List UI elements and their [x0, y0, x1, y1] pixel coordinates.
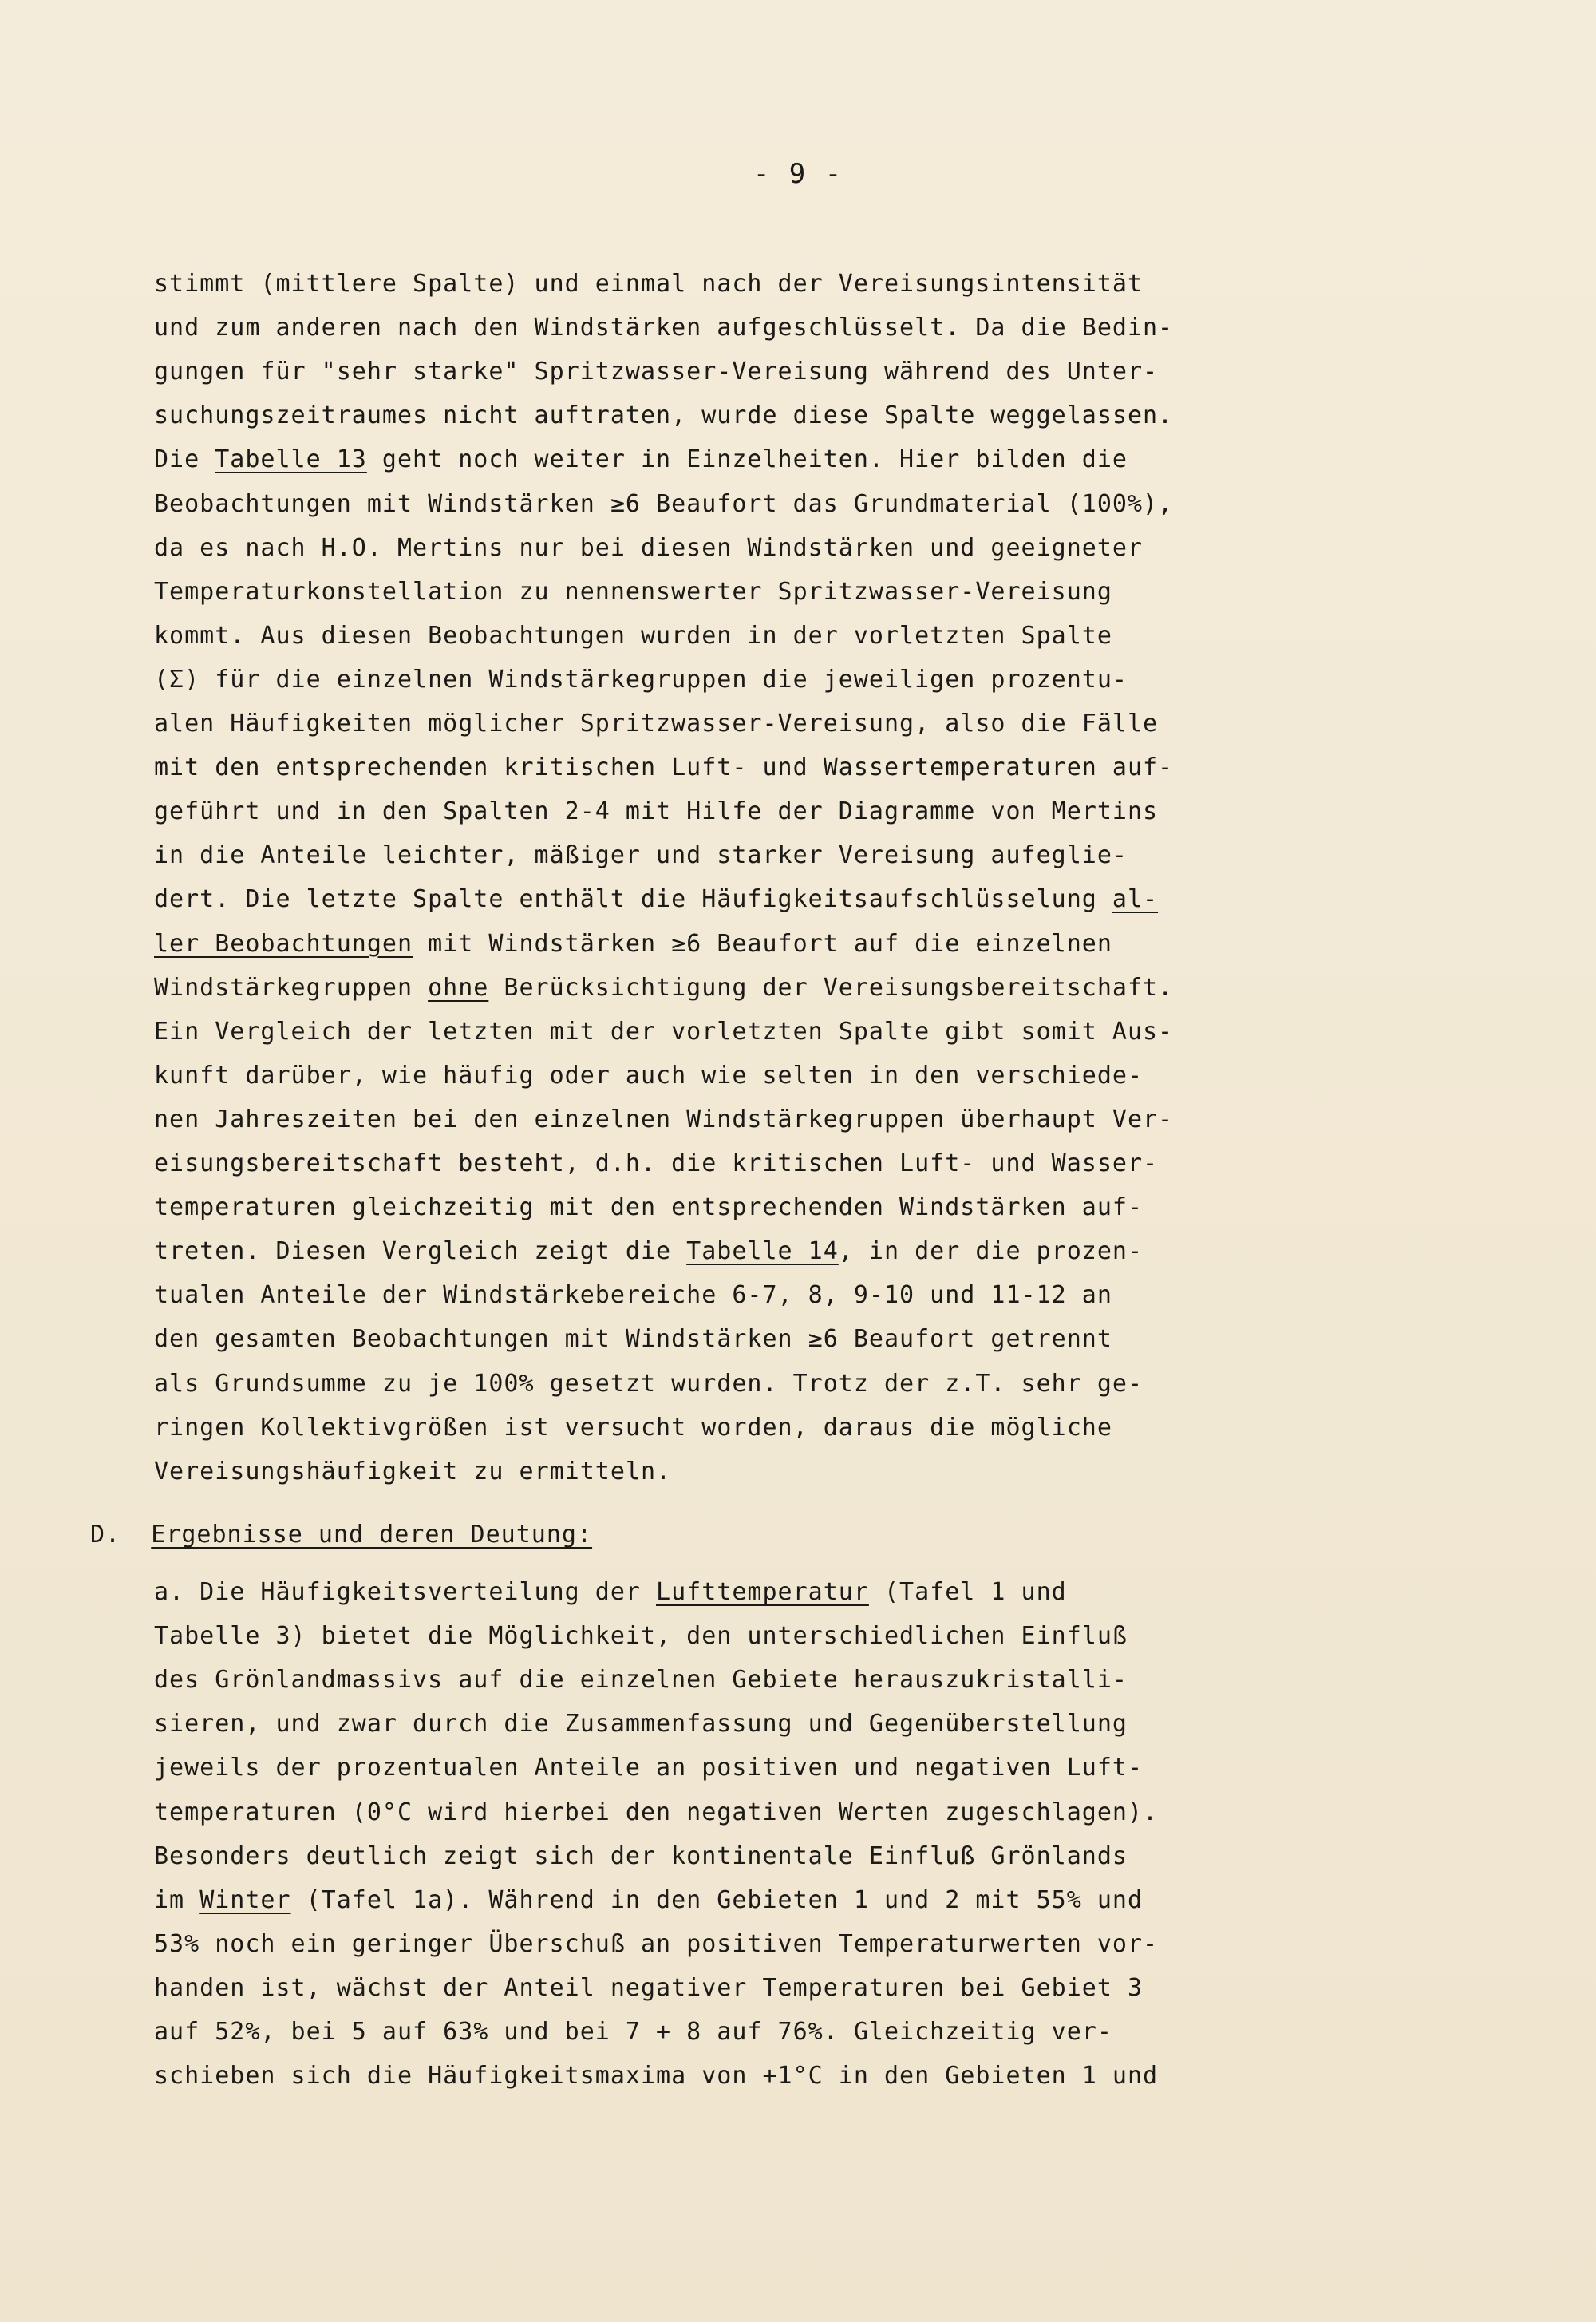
text-segment: Windstärkegruppen — [154, 973, 429, 1002]
text-line: tualen Anteile der Windstärkebereiche 6-7, 8, 9-10 und 11-12 an — [154, 1281, 1112, 1310]
text-segment: a. Die Häufigkeitsverteilung der — [154, 1578, 657, 1606]
text-line: Vereisungshäufigkeit zu ermitteln. — [154, 1457, 672, 1485]
text-line: sieren, und zwar durch die Zusammenfassung und Gegenüberstellung — [154, 1710, 1128, 1739]
text-line: auf 52%, bei 5 auf 63% und bei 7 + 8 auf 76%. Gleichzeitig ver- — [154, 2018, 1112, 2046]
text-line: Ein Vergleich der letzten mit der vorletzten Spalte gibt somit Aus- — [154, 1017, 1174, 1046]
text-segment: mit Windstärken ≥6 Beaufort auf die einzelnen — [413, 929, 1112, 958]
text-line: kommt. Aus diesen Beobachtungen wurden in der vorletzten Spalte — [154, 621, 1112, 650]
text-line — [154, 1575, 1367, 1610]
text-segment: (Tafel 1 und — [868, 1578, 1067, 1606]
underlined-reference: al- — [1112, 885, 1159, 914]
text-line — [154, 971, 1367, 1006]
text-line: schieben sich die Häufigkeitsmaxima von +1°C in den Gebieten 1 und — [154, 2062, 1159, 2091]
text-segment: Berücksichtigung der Vereisungsbereitschaft. — [488, 973, 1174, 1002]
text-segment: treten. Diesen Vergleich zeigt die — [154, 1237, 687, 1266]
text-line: Temperaturkonstellation zu nennenswerter Spritzwasser-Vereisung — [154, 577, 1112, 606]
text-line: geführt und in den Spalten 2-4 mit Hilfe der Diagramme von Mertins — [154, 797, 1159, 826]
section-letter: D. — [90, 1521, 121, 1549]
text-segment: , in der die prozen- — [838, 1237, 1144, 1266]
text-line: handen ist, wächst der Anteil negativer Temperaturen bei Gebiet 3 — [154, 1973, 1143, 2002]
underlined-reference: Tabelle 14 — [686, 1237, 839, 1266]
text-segment: dert. Die letzte Spalte enthält die Häufigkeitsaufschlüsselung — [154, 885, 1112, 914]
text-line — [154, 927, 1367, 962]
text-line: jeweils der prozentualen Anteile an positiven und negativen Luft- — [154, 1754, 1143, 1782]
text-line: als Grundsumme zu je 100% gesetzt wurden. Trotz der z.T. sehr ge- — [154, 1369, 1143, 1398]
text-line: kunft darüber, wie häufig oder auch wie selten in den verschiede- — [154, 1061, 1143, 1090]
text-line: des Grönlandmassivs auf die einzelnen Gebiete herauszukristalli- — [154, 1666, 1128, 1695]
text-line: Beobachtungen mit Windstärken ≥6 Beaufort das Grundmaterial (100%), — [154, 489, 1174, 518]
underlined-reference: Tabelle 13 — [215, 445, 367, 474]
text-line: 53% noch ein geringer Überschuß an positiven Temperaturwerten vor- — [154, 1929, 1159, 1958]
text-line — [154, 442, 1367, 477]
text-line — [154, 1883, 1367, 1918]
section-title: Ergebnisse und deren Deutung: — [151, 1521, 593, 1549]
section-heading — [90, 1517, 592, 1553]
text-line: gungen für "sehr starke" Spritzwasser-Vereisung während des Unter- — [154, 358, 1159, 386]
text-line: mit den entsprechenden kritischen Luft- und Wassertemperaturen auf- — [154, 754, 1174, 782]
text-line: (Σ) für die einzelnen Windstärkegruppen die jeweiligen prozentu- — [154, 665, 1128, 694]
text-line: temperaturen (0°C wird hierbei den negativen Werten zugeschlagen). — [154, 1798, 1159, 1826]
page-number: - 9 - — [753, 158, 843, 190]
text-line: temperaturen gleichzeitig mit den entsprechenden Windstärken auf- — [154, 1193, 1143, 1222]
underlined-reference: ohne — [428, 973, 489, 1002]
underlined-reference: Lufttemperatur — [656, 1578, 869, 1606]
underlined-reference: Winter — [200, 1885, 291, 1914]
text-line: suchungszeitraumes nicht auftraten, wurde diese Spalte weggelassen. — [154, 402, 1174, 430]
text-segment: (Tafel 1a). Während in den Gebieten 1 und 2 mit 55% und — [290, 1885, 1144, 1914]
text-segment: geht noch weiter in Einzelheiten. Hier bilden die — [366, 445, 1128, 474]
text-segment: Die — [154, 445, 215, 474]
text-line: Tabelle 3) bietet die Möglichkeit, den unterschiedlichen Einfluß — [154, 1622, 1128, 1651]
text-line: nen Jahreszeiten bei den einzelnen Windstärkegruppen überhaupt Ver- — [154, 1105, 1174, 1133]
text-line: Besonders deutlich zeigt sich der kontinentale Einfluß Grönlands — [154, 1841, 1128, 1870]
text-segment: im — [154, 1885, 200, 1914]
text-line: und zum anderen nach den Windstärken aufgeschlüsselt. Da die Bedin- — [154, 314, 1174, 342]
text-line: eisungsbereitschaft besteht, d.h. die kritischen Luft- und Wasser- — [154, 1149, 1159, 1177]
text-line: da es nach H.O. Mertins nur bei diesen Windstärken und geeigneter — [154, 533, 1143, 562]
text-line: alen Häufigkeiten möglicher Spritzwasser-Vereisung, also die Fälle — [154, 710, 1159, 738]
text-line: stimmt (mittlere Spalte) und einmal nach der Vereisungsintensität — [154, 270, 1143, 298]
text-line — [154, 882, 1367, 917]
text-line: ringen Kollektivgrößen ist versucht worden, daraus die mögliche — [154, 1413, 1112, 1442]
text-line: in die Anteile leichter, mäßiger und starker Vereisung aufeglie- — [154, 841, 1128, 870]
text-line — [154, 1234, 1367, 1269]
text-line: den gesamten Beobachtungen mit Windstärken ≥6 Beaufort getrennt — [154, 1325, 1112, 1354]
underlined-reference: ler Beobachtungen — [154, 929, 413, 958]
